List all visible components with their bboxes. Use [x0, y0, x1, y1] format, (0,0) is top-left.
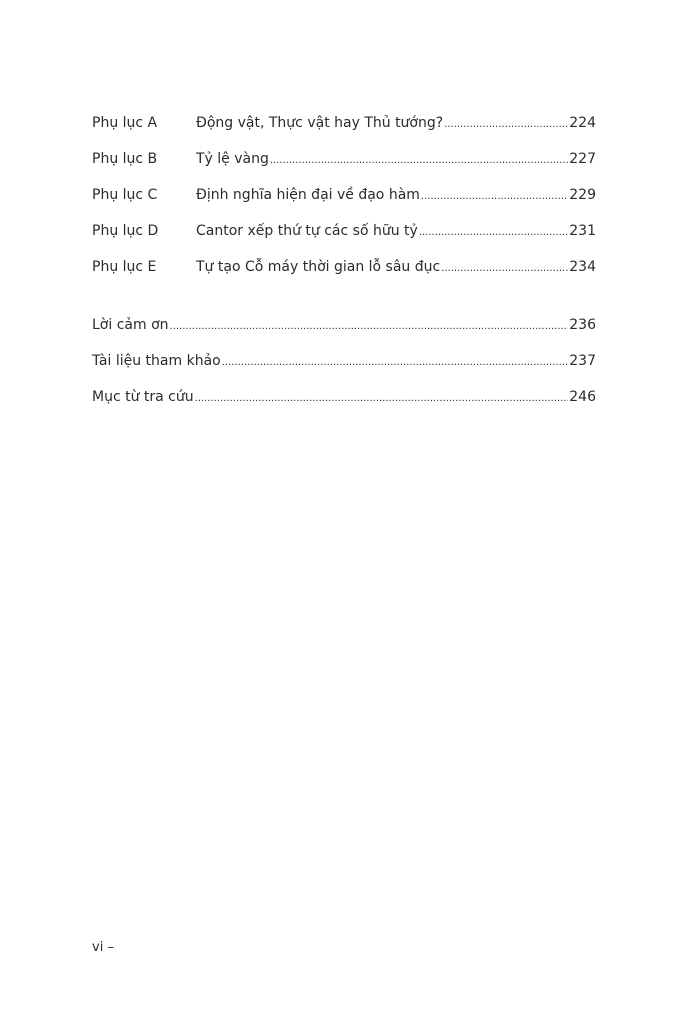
entry-page-number: 224 — [569, 115, 596, 131]
entry-page-number: 227 — [569, 151, 596, 167]
entry-page-number: 237 — [569, 353, 596, 369]
dot-leader — [419, 222, 568, 244]
toc-entry-appendix-e[interactable] — [92, 256, 596, 292]
entry-page-number: 234 — [569, 259, 596, 275]
toc-entry-references[interactable] — [92, 350, 596, 386]
entry-title: Định nghĩa hiện đại về đạo hàm — [196, 187, 420, 203]
entry-title: Động vật, Thực vật hay Thủ tướng? — [196, 115, 444, 131]
table-of-contents — [92, 112, 596, 422]
entry-page-number: 229 — [569, 187, 596, 203]
entry-page-number: 236 — [569, 317, 596, 333]
dot-leader — [441, 258, 568, 280]
appendix-label: Phụ lục B — [92, 151, 158, 167]
entry-title: Tỷ lệ vàng — [196, 151, 269, 167]
toc-entry-appendix-a[interactable] — [92, 112, 596, 148]
toc-entry-appendix-b[interactable] — [92, 148, 596, 184]
appendix-label: Phụ lục E — [92, 259, 157, 275]
dot-leader — [170, 316, 569, 338]
entry-title: Mục từ tra cứu — [92, 389, 194, 405]
dot-leader — [270, 150, 568, 172]
entry-title: Lời cảm ơn — [92, 317, 169, 333]
toc-entry-acknowledgements[interactable] — [92, 314, 596, 350]
appendix-label: Phụ lục D — [92, 223, 159, 239]
toc-entry-appendix-d[interactable] — [92, 220, 596, 256]
dot-leader — [195, 388, 569, 410]
page-number-footer: vi – — [92, 940, 114, 955]
dot-leader — [444, 114, 568, 136]
entry-page-number: 231 — [569, 223, 596, 239]
appendix-label: Phụ lục C — [92, 187, 158, 203]
section-spacer — [92, 292, 596, 314]
entry-page-number: 246 — [569, 389, 596, 405]
entry-title: Tài liệu tham khảo — [92, 353, 221, 369]
toc-entry-index[interactable] — [92, 386, 596, 422]
appendix-label: Phụ lục A — [92, 115, 158, 131]
dot-leader — [421, 186, 568, 208]
entry-title: Tự tạo Cỗ máy thời gian lỗ sâu đục — [196, 259, 441, 275]
dot-leader — [222, 352, 569, 374]
entry-title: Cantor xếp thứ tự các số hữu tỷ — [196, 223, 418, 239]
toc-entry-appendix-c[interactable] — [92, 184, 596, 220]
